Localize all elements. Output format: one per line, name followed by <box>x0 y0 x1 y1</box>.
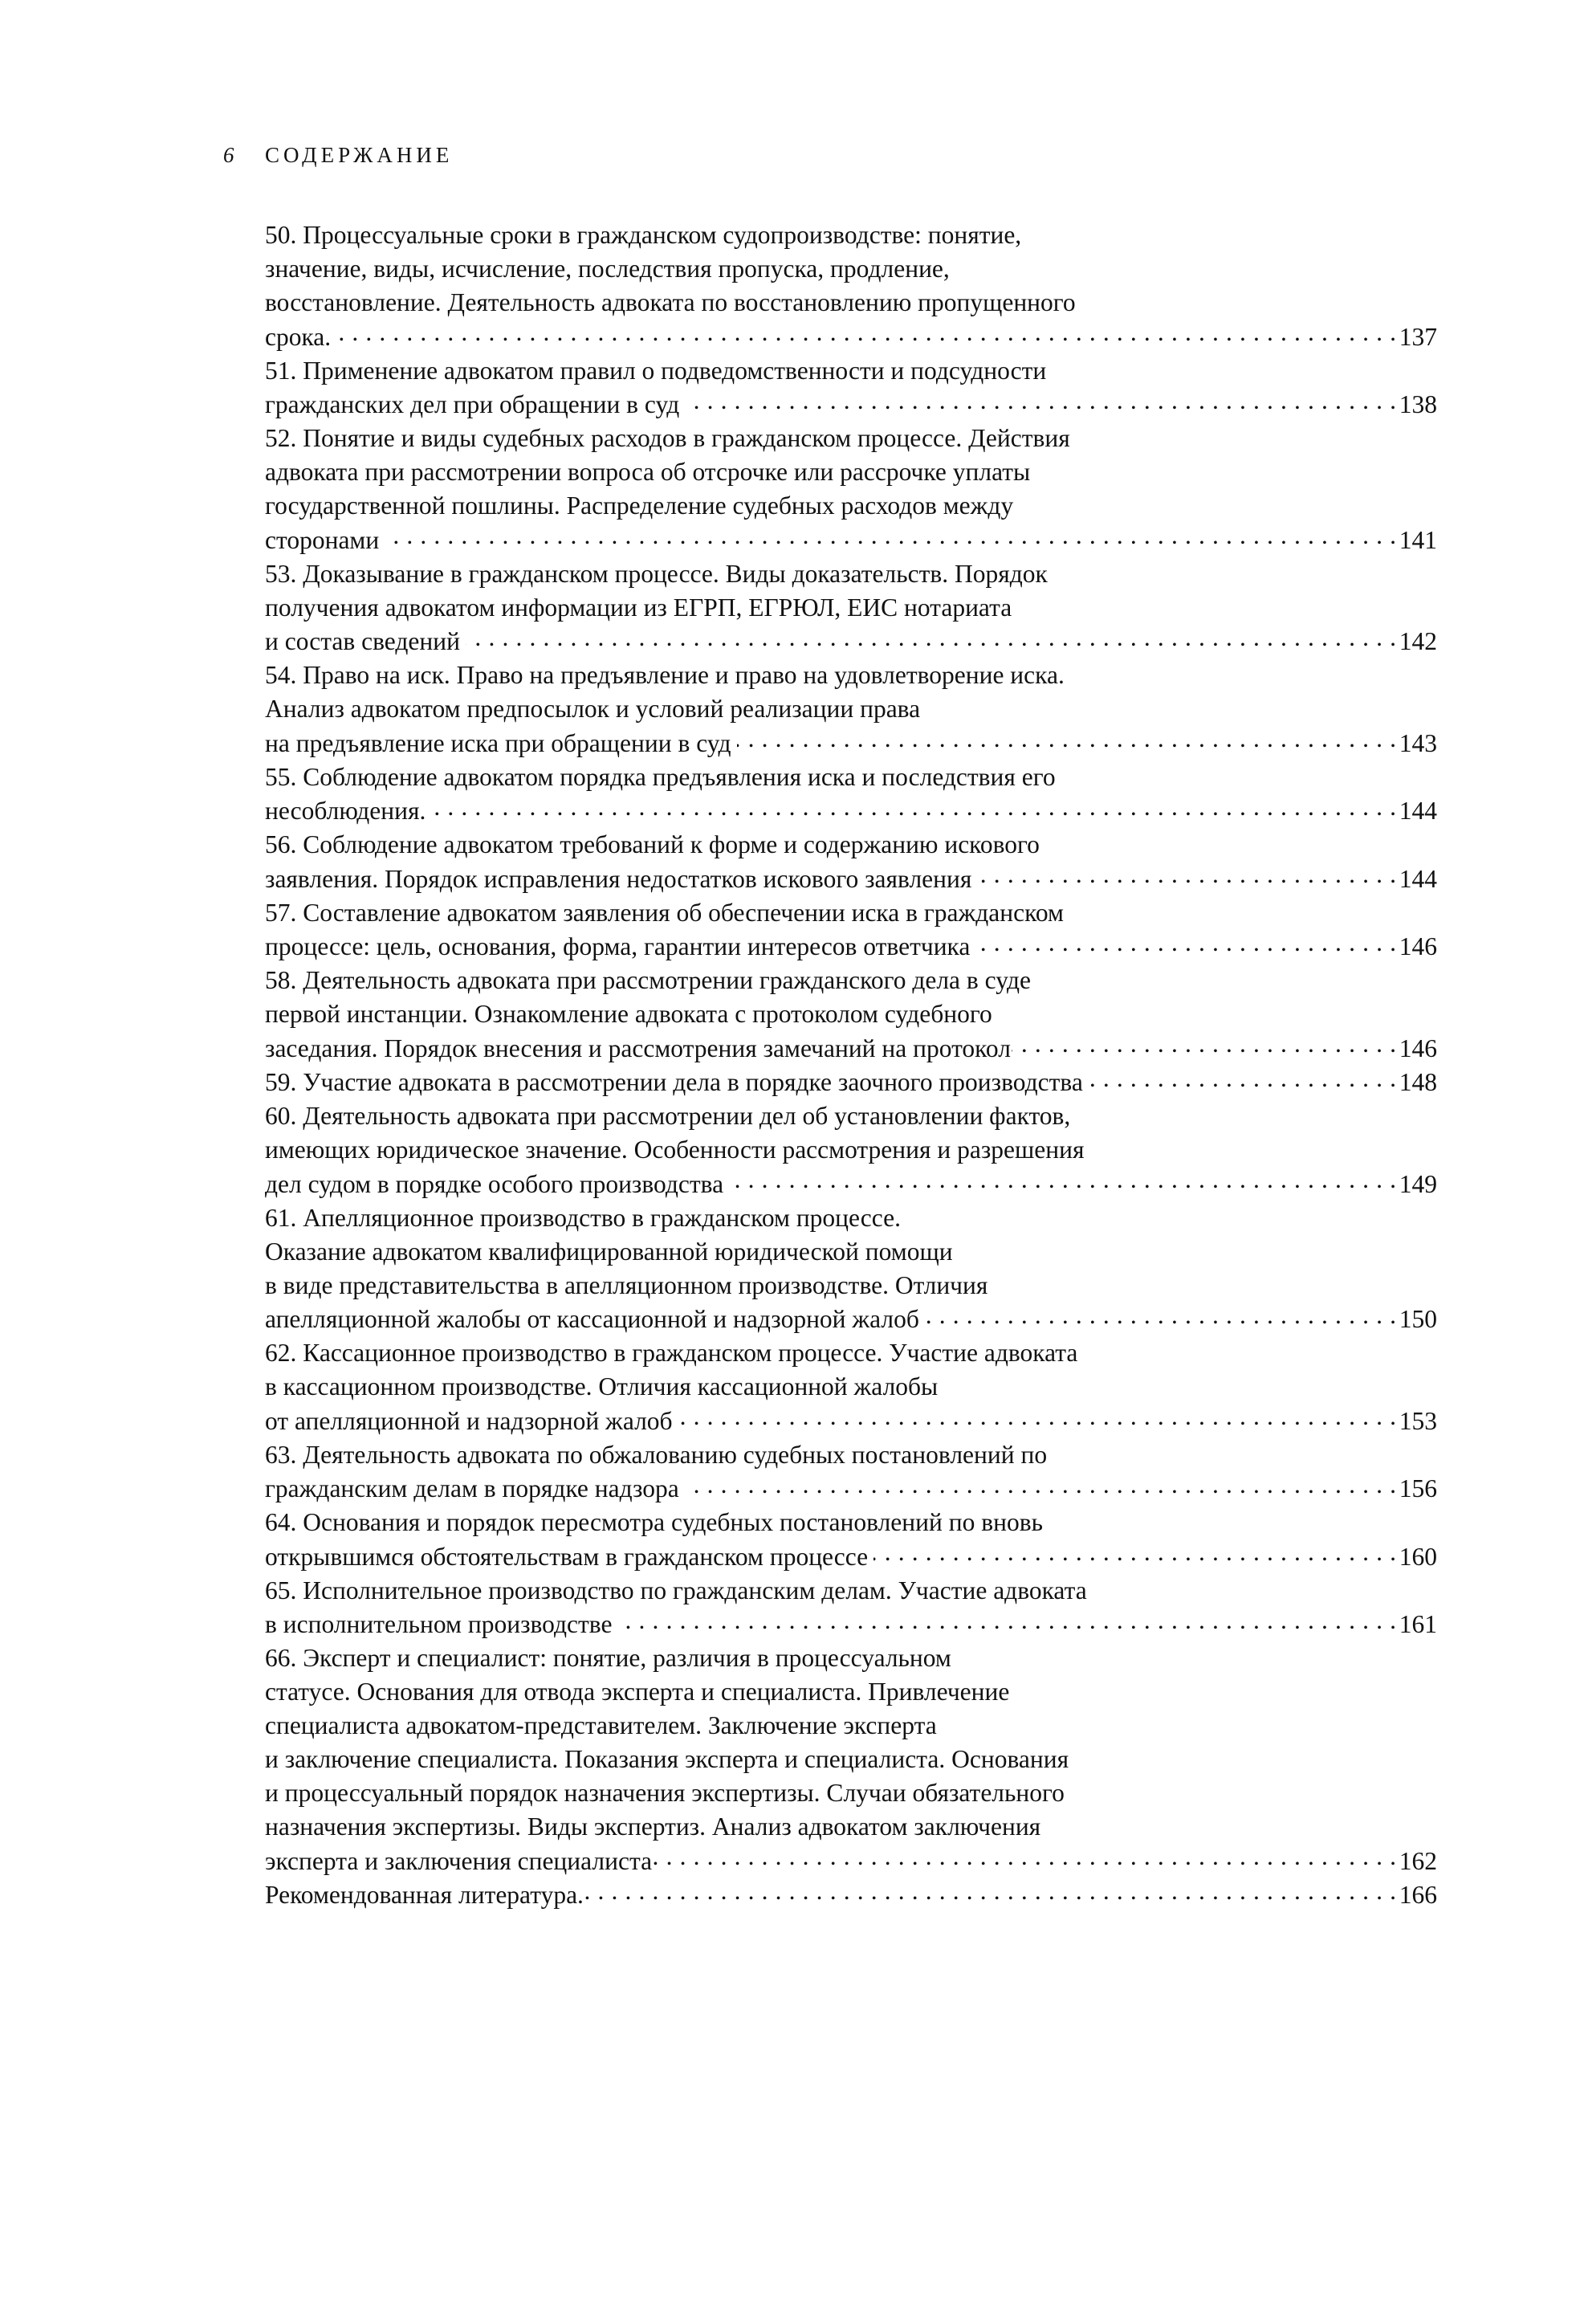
toc-entry-text: 58. Деятельность адвоката при рассмотрении гражданского дела в суде <box>265 966 1031 994</box>
dot-leader <box>685 1472 1397 1498</box>
toc-page-number[interactable]: 143 <box>1399 728 1437 757</box>
toc-entry-text: 51. Применение адвокатом правил о подведомственности и подсудности <box>265 356 1047 385</box>
toc-page-number[interactable]: 144 <box>1399 797 1437 825</box>
toc-entry-text: 55. Соблюдение адвокатом порядка предъявления иска и последствия его <box>265 762 1056 791</box>
toc-entry[interactable] <box>265 1066 1437 1100</box>
toc-entry-text: получения адвокатом информации из ЕГРП, ЕГРЮЛ, ЕИС нотариата <box>265 593 1012 622</box>
toc-entry[interactable] <box>265 1438 1437 1507</box>
toc-entry-text: 65. Исполнительное производство по гражданским делам. Участие адвоката <box>265 1576 1087 1604</box>
toc-entry-text: 64. Основания и порядок пересмотра судебных постановлений по вновь <box>265 1508 1043 1536</box>
toc-entry-last-line <box>265 625 1437 659</box>
toc-entry-line <box>265 218 1437 252</box>
toc-entry[interactable] <box>265 896 1437 964</box>
toc-entry-line <box>265 354 1437 388</box>
toc-entry-last-line <box>265 862 1437 896</box>
toc-entry[interactable] <box>265 1878 1437 1913</box>
dot-leader <box>1089 1066 1397 1091</box>
toc-entry-line <box>265 997 1437 1031</box>
toc-entry-line <box>265 422 1437 455</box>
toc-entry-line <box>265 1641 1437 1675</box>
toc-entry[interactable] <box>265 1641 1437 1878</box>
toc-entry-text: статусе. Основания для отвода эксперта и специалиста. Привлечение <box>265 1678 1010 1706</box>
toc-entry-last-line <box>265 1031 1437 1066</box>
toc-entry[interactable] <box>265 218 1437 354</box>
dot-leader <box>975 930 1396 956</box>
toc-entry-last-line <box>265 726 1437 760</box>
toc-entry-line <box>265 591 1437 625</box>
toc-entry-line <box>265 658 1437 692</box>
toc-entry-text: 60. Деятельность адвоката при рассмотрении дел об установлении фактов, <box>265 1102 1071 1130</box>
toc-entry-line <box>265 1133 1437 1167</box>
toc-entry[interactable] <box>265 354 1437 422</box>
toc-entry-last-line <box>265 1844 1437 1878</box>
toc-entry-last-line <box>265 1066 1437 1100</box>
running-head <box>223 143 453 168</box>
toc-entry-text: назначения экспертизы. Виды экспертиз. Анализ адвокатом заключения <box>265 1812 1041 1841</box>
toc-entry-text: эксперта и заключения специалиста <box>265 1846 653 1875</box>
toc-entry-text: 57. Составление адвокатом заявления об обеспечении иска в гражданском <box>265 898 1064 927</box>
toc-entry-line <box>265 252 1437 286</box>
toc-entry-line <box>265 1776 1437 1810</box>
toc-entry-last-line <box>265 1167 1437 1201</box>
toc-entry-text: несоблюдения. <box>265 797 426 825</box>
toc-entry-text: 53. Доказывание в гражданском процессе. Виды доказательств. Порядок <box>265 559 1048 588</box>
toc-page-number[interactable]: 142 <box>1399 627 1437 655</box>
dot-leader <box>426 794 1397 820</box>
toc-entry-text: в кассационном производстве. Отличия кассационной жалобы <box>265 1372 939 1401</box>
toc-entry-text: Рекомендованная литература. <box>265 1881 584 1909</box>
toc-entry-text: открывшимся обстоятельствам в гражданском процессе <box>265 1542 869 1571</box>
page-folio-number: 6 <box>223 143 234 167</box>
toc-entry-line <box>265 1675 1437 1709</box>
toc-page-number[interactable]: 162 <box>1399 1846 1437 1875</box>
toc-entry-text: 62. Кассационное производство в гражданском процессе. Участие адвоката <box>265 1339 1078 1367</box>
toc-entry-text: сторонами <box>265 525 380 554</box>
toc-entry-text: 66. Эксперт и специалист: понятие, различия в процессуальном <box>265 1644 951 1672</box>
toc-page-number[interactable]: 149 <box>1399 1169 1437 1198</box>
toc-entry[interactable] <box>265 1099 1437 1201</box>
toc-page-number[interactable]: 146 <box>1399 1034 1437 1062</box>
toc-entry-line <box>265 1201 1437 1235</box>
toc-entry-line <box>265 1743 1437 1776</box>
toc-page-number[interactable]: 166 <box>1399 1881 1437 1909</box>
toc-entry-text: заседания. Порядок внесения и рассмотрения замечаний на протокол <box>265 1034 1011 1062</box>
toc-entry-line <box>265 760 1437 794</box>
toc-entry-text: значение, виды, исчисление, последствия пропуска, продление, <box>265 255 950 283</box>
toc-entry[interactable] <box>265 1506 1437 1574</box>
toc-entry-line <box>265 828 1437 862</box>
toc-entry-text: имеющих юридическое значение. Особенности рассмотрения и разрешения <box>265 1135 1085 1164</box>
toc-page-number[interactable]: 141 <box>1399 525 1437 554</box>
dot-leader <box>873 1539 1397 1565</box>
toc-entry-line <box>265 1438 1437 1472</box>
dot-leader <box>678 1404 1397 1429</box>
toc-entry[interactable] <box>265 1574 1437 1642</box>
toc-page-number[interactable]: 137 <box>1399 322 1437 351</box>
toc-entry[interactable] <box>265 1336 1437 1438</box>
dot-leader <box>729 1167 1397 1193</box>
dot-leader <box>1012 1031 1397 1057</box>
toc-page-number[interactable]: 153 <box>1399 1406 1437 1435</box>
running-head-title: СОДЕРЖАНИЕ <box>265 143 454 167</box>
toc-entry-last-line <box>265 1608 1437 1642</box>
dot-leader <box>466 625 1397 650</box>
toc-entry-text: срока. <box>265 322 332 351</box>
toc-entry[interactable] <box>265 1201 1437 1337</box>
toc-entry-last-line <box>265 1472 1437 1507</box>
toc-entry-line <box>265 1235 1437 1269</box>
toc-page-number[interactable]: 161 <box>1399 1610 1437 1638</box>
toc-entry-text: государственной пошлины. Распределение судебных расходов между <box>265 491 1014 520</box>
toc-entry-text: на предъявление иска при обращении в суд <box>265 728 731 757</box>
dot-leader <box>977 862 1396 887</box>
toc-entry-line <box>265 286 1437 320</box>
toc-entry-text: и состав сведений <box>265 627 460 655</box>
toc-entry-text: 59. Участие адвоката в рассмотрении дела в порядке заочного производства <box>265 1068 1083 1096</box>
dot-leader <box>385 523 1396 548</box>
toc-entry-text: 63. Деятельность адвоката по обжалованию судебных постановлений по <box>265 1440 1048 1469</box>
toc-entry-line <box>265 489 1437 523</box>
toc-entry-text: гражданских дел при обращении в суд <box>265 390 680 418</box>
toc-entry-text: 50. Процессуальные сроки в гражданском судопроизводстве: понятие, <box>265 221 1022 249</box>
toc-entry-line <box>265 455 1437 489</box>
dot-leader <box>584 1878 1397 1904</box>
toc-entry-last-line <box>265 320 1437 354</box>
toc-entry-text: дел судом в порядке особого производства <box>265 1169 724 1198</box>
toc-entry-text: 61. Апелляционное производство в гражданском процессе. <box>265 1203 902 1232</box>
toc-entry-last-line <box>265 388 1437 422</box>
toc-page-number[interactable]: 156 <box>1399 1474 1437 1502</box>
dot-leader <box>685 388 1396 414</box>
toc-entry-text: Анализ адвокатом предпосылок и условий реализации права <box>265 695 921 723</box>
dot-leader <box>617 1608 1396 1633</box>
toc-page-number[interactable]: 138 <box>1399 390 1437 418</box>
toc-entry-text: в исполнительном производстве <box>265 1610 613 1638</box>
toc-entry-line <box>265 1506 1437 1539</box>
dot-leader <box>737 726 1397 752</box>
toc-entry-last-line <box>265 930 1437 964</box>
toc-entry-last-line <box>265 794 1437 829</box>
dot-leader <box>332 320 1397 345</box>
toc-entry-text: восстановление. Деятельность адвоката по восстановлению пропущенного <box>265 288 1076 316</box>
toc-entry-text: гражданским делам в порядке надзора <box>265 1474 679 1502</box>
toc-entry-line <box>265 1709 1437 1743</box>
dot-leader <box>653 1844 1397 1869</box>
toc-entry[interactable] <box>265 760 1437 829</box>
toc-entry-text: апелляционной жалобы от кассационной и надзорной жалоб <box>265 1305 919 1333</box>
toc-entry-line <box>265 1099 1437 1133</box>
toc-entry-text: в виде представительства в апелляционном производстве. Отличия <box>265 1270 988 1299</box>
toc-entry-line <box>265 1574 1437 1608</box>
toc-entry-last-line <box>265 523 1437 557</box>
toc-entry-text: 54. Право на иск. Право на предъявление и право на удовлетворение иска. <box>265 661 1065 689</box>
toc-entry-text: заявления. Порядок исправления недостатков искового заявления <box>265 864 972 893</box>
toc-page-number[interactable]: 144 <box>1399 864 1437 893</box>
toc-entry-line <box>265 1370 1437 1404</box>
toc-entry[interactable] <box>265 964 1437 1066</box>
toc-entry[interactable] <box>265 557 1437 659</box>
toc-entry-line <box>265 1269 1437 1303</box>
toc-entry-line <box>265 964 1437 997</box>
toc-entry-text: 56. Соблюдение адвокатом требований к форме и содержанию искового <box>265 830 1040 858</box>
toc-entry[interactable] <box>265 658 1437 760</box>
toc-entry-line <box>265 692 1437 726</box>
toc-entry[interactable] <box>265 422 1437 557</box>
toc-entry-text: первой инстанции. Ознакомление адвоката с протоколом судебного <box>265 1000 992 1028</box>
table-of-contents <box>265 218 1437 1912</box>
toc-entry-text: 52. Понятие и виды судебных расходов в гражданском процессе. Действия <box>265 424 1070 452</box>
toc-entry-line <box>265 1336 1437 1370</box>
toc-entry-text: специалиста адвокатом-представителем. Заключение эксперта <box>265 1711 937 1739</box>
toc-entry-text: и процессуальный порядок назначения экспертизы. Случаи обязательного <box>265 1779 1065 1807</box>
toc-entry-text: процессе: цель, основания, форма, гарантии интересов ответчика <box>265 932 971 960</box>
dot-leader <box>925 1303 1397 1328</box>
toc-entry-last-line <box>265 1303 1437 1337</box>
toc-page-number[interactable]: 146 <box>1399 932 1437 960</box>
toc-entry-text: и заключение специалиста. Показания эксперта и специалиста. Основания <box>265 1745 1069 1773</box>
toc-page-number[interactable]: 148 <box>1399 1068 1437 1096</box>
toc-entry-text: адвоката при рассмотрении вопроса об отсрочке или рассрочке уплаты <box>265 458 1031 486</box>
toc-entry[interactable] <box>265 828 1437 896</box>
toc-entry-last-line <box>265 1878 1437 1913</box>
toc-entry-line <box>265 1810 1437 1844</box>
toc-entry-text: Оказание адвокатом квалифицированной юридической помощи <box>265 1237 953 1266</box>
toc-page-number[interactable]: 160 <box>1399 1542 1437 1571</box>
toc-entry-line <box>265 896 1437 930</box>
toc-entry-text: от апелляционной и надзорной жалоб <box>265 1406 673 1435</box>
toc-entry-last-line <box>265 1404 1437 1438</box>
toc-page-number[interactable]: 150 <box>1399 1305 1437 1333</box>
toc-entry-last-line <box>265 1539 1437 1574</box>
toc-entry-line <box>265 557 1437 591</box>
